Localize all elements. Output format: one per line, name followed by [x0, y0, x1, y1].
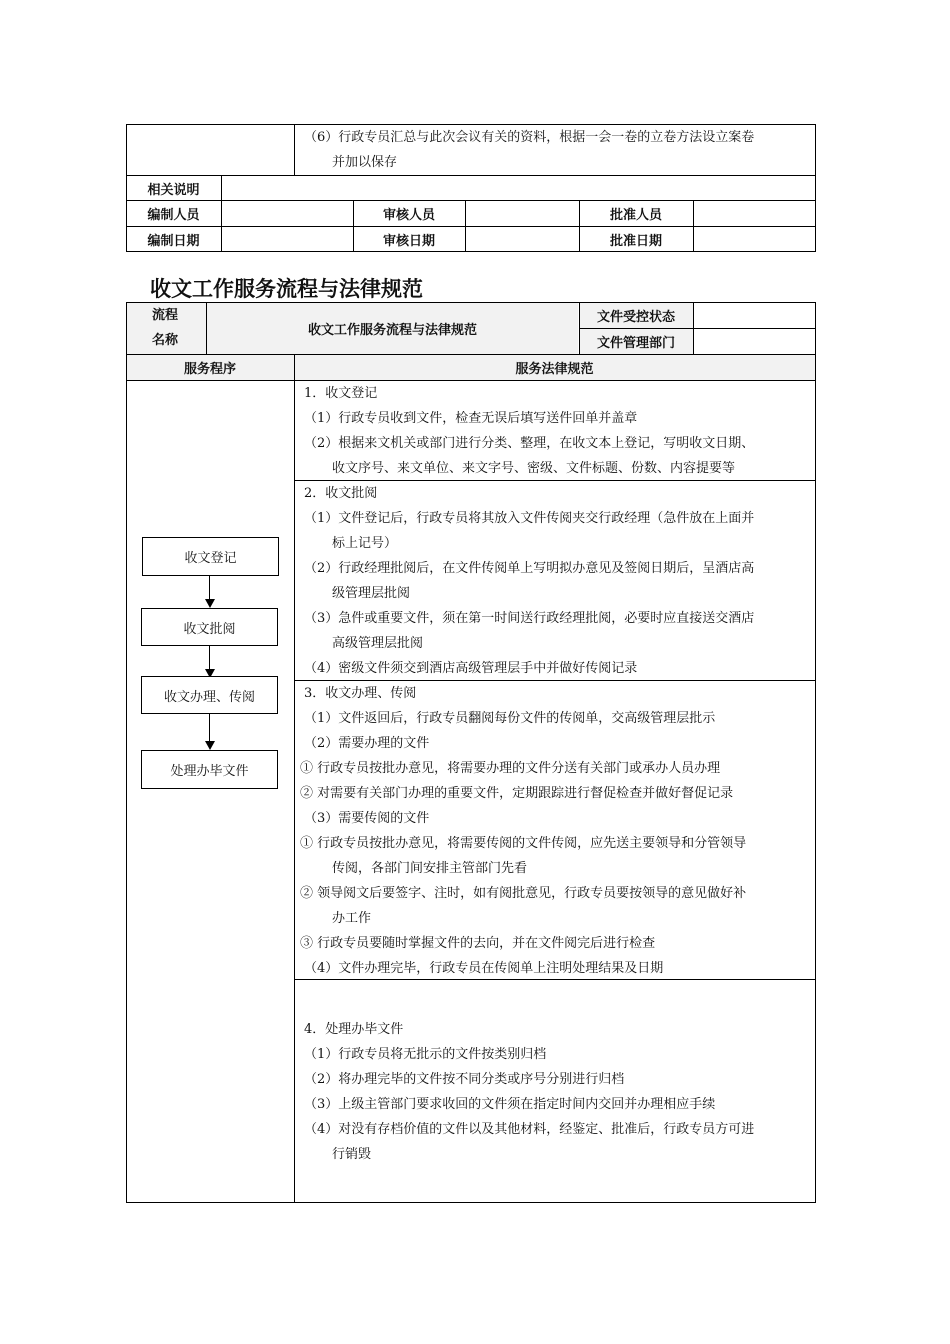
process-label-1: 流程	[152, 308, 179, 323]
col-norms-header: 服务法律规范	[515, 362, 594, 377]
s2-l2: 标上记号）	[332, 536, 398, 551]
s4-l2: （2）将办理完毕的文件按不同分类或序号分别进行归档	[304, 1072, 625, 1087]
item6-line2: 并加以保存	[332, 155, 398, 170]
s3-l3: ① 行政专员按批办意见，将需要办理的文件分送有关部门或承办人员办理	[300, 761, 721, 776]
process-name: 收文工作服务流程与法律规范	[307, 323, 477, 338]
flow-step-review: 收文批阅	[141, 608, 278, 646]
flow-step-register: 收文登记	[142, 537, 279, 576]
review-date-label: 审核日期	[382, 233, 435, 249]
s3-l11: （4）文件办理完毕，行政专员在传阅单上注明处理结果及日期	[304, 961, 664, 976]
control-status-label: 文件受控状态	[596, 310, 675, 325]
s3-l9: 办工作	[332, 911, 372, 926]
compiler-label: 编制人员	[147, 208, 200, 223]
s4-l5: 行销毁	[332, 1147, 372, 1162]
s3-l10: ③ 行政专员要随时掌握文件的去向，并在文件阅完后进行检查	[300, 936, 656, 951]
s3-l8: ② 领导阅文后要签字、注时，如有阅批意见，行政专员要按领导的意见做好补	[300, 886, 747, 901]
s3-l1: （1）文件返回后，行政专员翻阅每份文件的传阅单，交高级管理层批示	[304, 711, 716, 726]
s3-title: 3．收文办理、传阅	[304, 686, 417, 701]
s2-l1: （1）文件登记后，行政专员将其放入文件传阅夹交行政经理（急件放在上面并	[304, 511, 755, 526]
s3-l5: （3）需要传阅的文件	[304, 811, 430, 826]
col-program-header: 服务程序	[183, 362, 236, 377]
s2-l7: （4）密级文件须交到酒店高级管理层手中并做好传阅记录	[304, 661, 638, 676]
s2-l5: （3）急件或重要文件，须在第一时间送行政经理批阅，必要时应直接送交酒店	[304, 611, 755, 626]
s3-l4: ② 对需要有关部门办理的重要文件，定期跟踪进行督促检查并做好督促记录	[300, 786, 734, 801]
s4-l4: （4）对没有存档价值的文件以及其他材料，经鉴定、批准后，行政专员方可进	[304, 1122, 755, 1137]
s3-l6: ① 行政专员按批办意见，将需要传阅的文件传阅，应先送主要领导和分管领导	[300, 836, 747, 851]
s3-l2: （2）需要办理的文件	[304, 736, 430, 751]
arrow-down-icon	[205, 741, 215, 750]
s4-l3: （3）上级主管部门要求收回的文件须在指定时间内交回并办理相应手续	[304, 1097, 716, 1112]
s4-title: 4．处理办毕文件	[304, 1022, 404, 1037]
s1-l3: 收文序号、来文单位、来文字号、密级、文件标题、份数、内容提要等	[332, 461, 736, 476]
flow-step-archive: 处理办毕文件	[141, 750, 278, 789]
section-title: 收文工作服务流程与法律规范	[150, 277, 423, 301]
management-dept-label: 文件管理部门	[596, 336, 675, 351]
s2-title: 2．收文批阅	[304, 486, 378, 501]
s1-l1: （1）行政专员收到文件，检查无误后填写送件回单并盖章	[304, 411, 638, 426]
s2-l4: 级管理层批阅	[332, 586, 411, 601]
approve-date-label: 批准日期	[609, 233, 662, 249]
compile-date-label: 编制日期	[147, 233, 200, 249]
s2-l6: 高级管理层批阅	[332, 636, 424, 651]
s2-l3: （2）行政经理批阅后，在文件传阅单上写明拟办意见及签阅日期后，呈酒店高	[304, 561, 755, 576]
s4-l1: （1）行政专员将无批示的文件按类别归档	[304, 1047, 547, 1062]
s3-l7: 传阅，各部门间安排主管部门先看	[332, 861, 528, 876]
item6-line1: （6）行政专员汇总与此次会议有关的资料，根据一会一卷的立卷方法设立案卷	[304, 130, 755, 145]
flow-step-handle: 收文办理、传阅	[141, 676, 278, 714]
s1-title: 1．收文登记	[304, 386, 378, 401]
reviewer-label: 审核人员	[382, 208, 435, 223]
approver-label: 批准人员	[609, 208, 662, 223]
related-value	[225, 176, 805, 200]
arrow-down-icon	[205, 599, 215, 608]
s1-l2: （2）根据来文机关或部门进行分类、整理，在收文本上登记，写明收文日期、	[304, 436, 755, 451]
related-label: 相关说明	[147, 182, 200, 198]
process-label-2: 名称	[152, 333, 179, 348]
